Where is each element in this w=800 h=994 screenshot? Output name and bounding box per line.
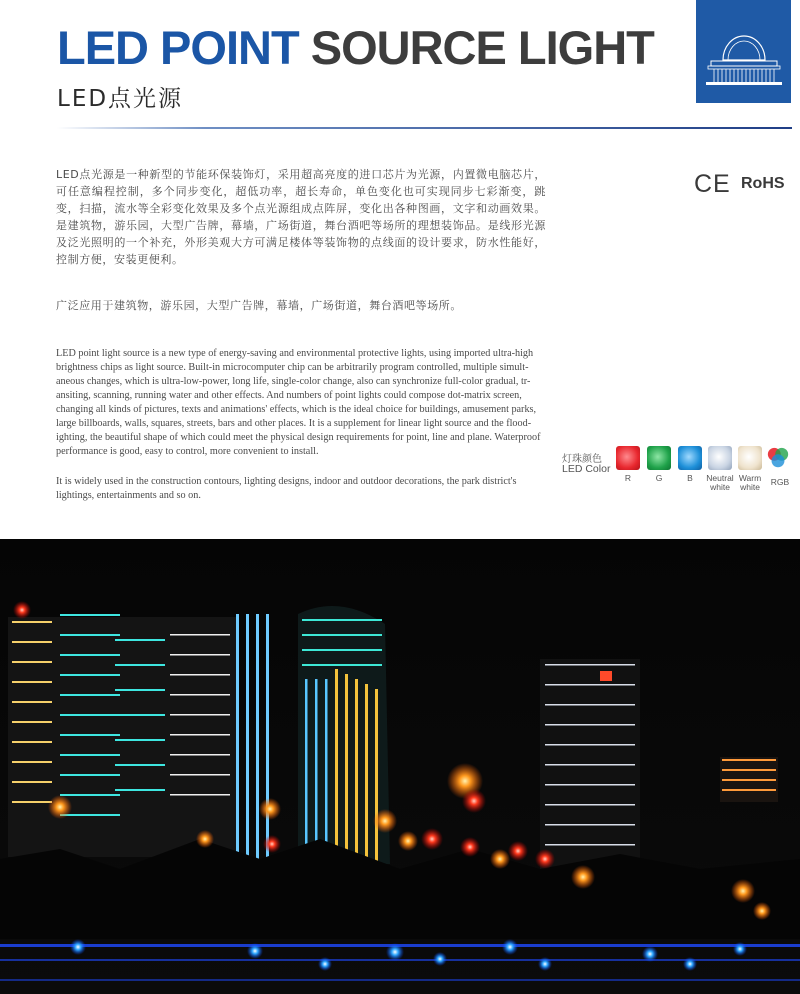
- swatch-label-warm-white: Warm white: [738, 473, 762, 492]
- led-color-label-en: LED Color: [562, 463, 611, 475]
- en-description: LED point light source is a new type of energy-saving and environmental protective lights, using imported ultra-high brightness chips as light source. Built-in microcomputer chip can be arbitrarily program controlled, multiple simult-aneous changes, which is ultra-low-power, long life, single-color change, also can synchronize full-color gradual, tr-ansiting, scanning, running water and other effects. And numbers of point lights could compose dot-matrix screen, changing all kinds of pictures, texts and animations' effects, which is the ideal choice for buildings, amusement parks, large billboards, walls, squares, streets, bars and other places. It is a supplement for linear light source and the flood-ighting, the beautiful shape of which could meet the physical design requirements for point, line and plane. Waterproof performance is good, easy to control, more convenient to install.: [56, 348, 541, 457]
- swatch-label-g: G: [655, 473, 663, 483]
- cn-applications: 广泛应用于建筑物，游乐园，大型广告牌，幕墙，广场街道，舞台酒吧等场所。: [56, 299, 462, 312]
- swatch-red: [616, 446, 640, 470]
- cn-description: LED点光源是一种新型的节能环保装饰灯，采用超高亮度的进口芯片为光源，内置微电脑芯片，可任意编程控制，多个同步变化，超低功率，超长寿命，单色变化也可实现同步七彩渐变，跳变，扫描，流水等全彩变化效果及多个点光源组成点阵屏，变化出各种图画，文字和动画效果。是建筑物，游乐园，大型广告牌，幕墙，广场街道，舞台酒吧等场所的理想装饰品。是线形光源及泛光照明的一个补充，外形美观大方可满足楼体等装饰物的点线面的设计要求，防水性能好，控制方便，安装更便利。: [56, 168, 546, 266]
- night-city-led-photo: [0, 539, 800, 994]
- swatch-label-b: B: [687, 473, 693, 483]
- swatch-label-r: R: [624, 473, 632, 483]
- swatch-green: [647, 446, 671, 470]
- en-applications: It is widely used in the construction contours, lighting designs, indoor and outdoor decorations, the park district's lightings, entertainments and so on.: [56, 476, 517, 501]
- logo-box: [696, 0, 791, 103]
- header-divider: [57, 127, 792, 129]
- page-title: [57, 22, 654, 74]
- swatch-neutral-white: [708, 446, 732, 470]
- page-subtitle: LED点光源: [57, 86, 184, 112]
- swatch-blue: [678, 446, 702, 470]
- dome-light-icon: [696, 0, 791, 103]
- swatch-label-neutral-white: Neutral white: [706, 473, 734, 492]
- rohs-mark: RoHS: [741, 175, 785, 192]
- led-color-label-cn: 灯珠颜色: [562, 454, 602, 465]
- swatch-warm-white: [738, 446, 762, 470]
- rgb-icon: [766, 446, 790, 470]
- title-part-2: SOURCE LIGHT: [310, 21, 654, 74]
- ce-mark: CE: [694, 170, 731, 198]
- swatch-label-rgb: RGB: [770, 477, 790, 487]
- title-part-1: LED POINT: [57, 21, 299, 74]
